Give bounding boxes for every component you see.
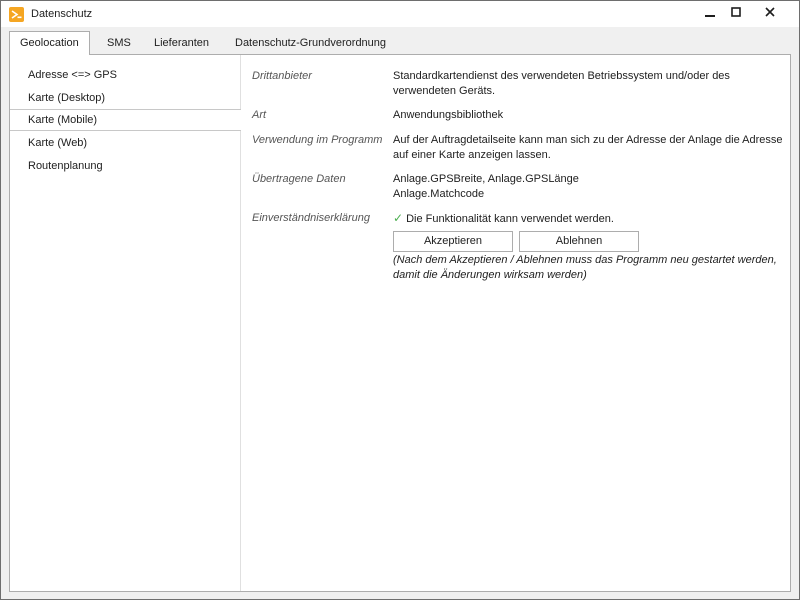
window-title: Datenschutz [31, 8, 93, 20]
art-label: Art [252, 109, 267, 121]
sidebar-item-karte-web[interactable]: Karte (Web) [28, 137, 88, 149]
close-button[interactable] [753, 1, 787, 25]
tab-geolocation[interactable]: Geolocation [9, 31, 90, 55]
tab-sms[interactable]: SMS [107, 37, 131, 49]
title-bar [1, 1, 799, 27]
consent-status [393, 211, 785, 227]
sidebar [10, 55, 241, 591]
app-icon [9, 7, 24, 22]
maximize-icon [731, 7, 741, 20]
tab-lieferanten[interactable]: Lieferanten [154, 37, 210, 49]
daten-label: Übertragene Daten [252, 173, 346, 185]
daten-value-1: Anlage.GPSBreite, Anlage.GPSLänge [393, 173, 579, 185]
detail-panel [242, 55, 790, 591]
sidebar-item-karte-desktop[interactable]: Karte (Desktop) [28, 92, 106, 104]
daten-value-2: Anlage.Matchcode [393, 188, 485, 200]
minimize-icon [705, 7, 715, 20]
sidebar-item-adresse-gps[interactable]: Adresse <=> GPS [28, 69, 117, 81]
decline-button[interactable]: Ablehnen [519, 231, 639, 252]
sidebar-item-routenplanung[interactable]: Routenplanung [28, 160, 103, 172]
close-icon [765, 7, 775, 20]
consent-status-text: Die Funktionalität kann verwendet werden. [406, 213, 614, 225]
accept-button[interactable]: Akzeptieren [393, 231, 513, 252]
restart-note: (Nach dem Akzeptieren / Ablehnen muss das Programm neu gestartet werden, damit die Änderungen wirksam werden) [393, 254, 777, 281]
tab-content [9, 54, 791, 592]
drittanbieter-label: Drittanbieter [252, 70, 312, 82]
tab-bar [1, 27, 799, 54]
check-icon: ✓ [393, 211, 404, 225]
tab-datenschutz-grundverordnung[interactable]: Datenschutz-Grundverordnung [235, 37, 387, 49]
drittanbieter-value: Standardkartendienst des verwendeten Betriebssystem und/oder des verwendeten Geräts. [393, 70, 730, 97]
einverstaendnis-label: Einverständniserklärung [252, 212, 371, 224]
verwendung-value: Auf der Auftragdetailseite kann man sich zu der Adresse der Anlage die Adresse auf einer Karte anzeigen lassen. [393, 134, 783, 161]
verwendung-label: Verwendung im Programm [252, 134, 383, 146]
sidebar-item-karte-mobile[interactable]: Karte (Mobile) [10, 109, 241, 131]
maximize-button[interactable] [719, 1, 753, 25]
art-value: Anwendungsbibliothek [393, 109, 504, 121]
